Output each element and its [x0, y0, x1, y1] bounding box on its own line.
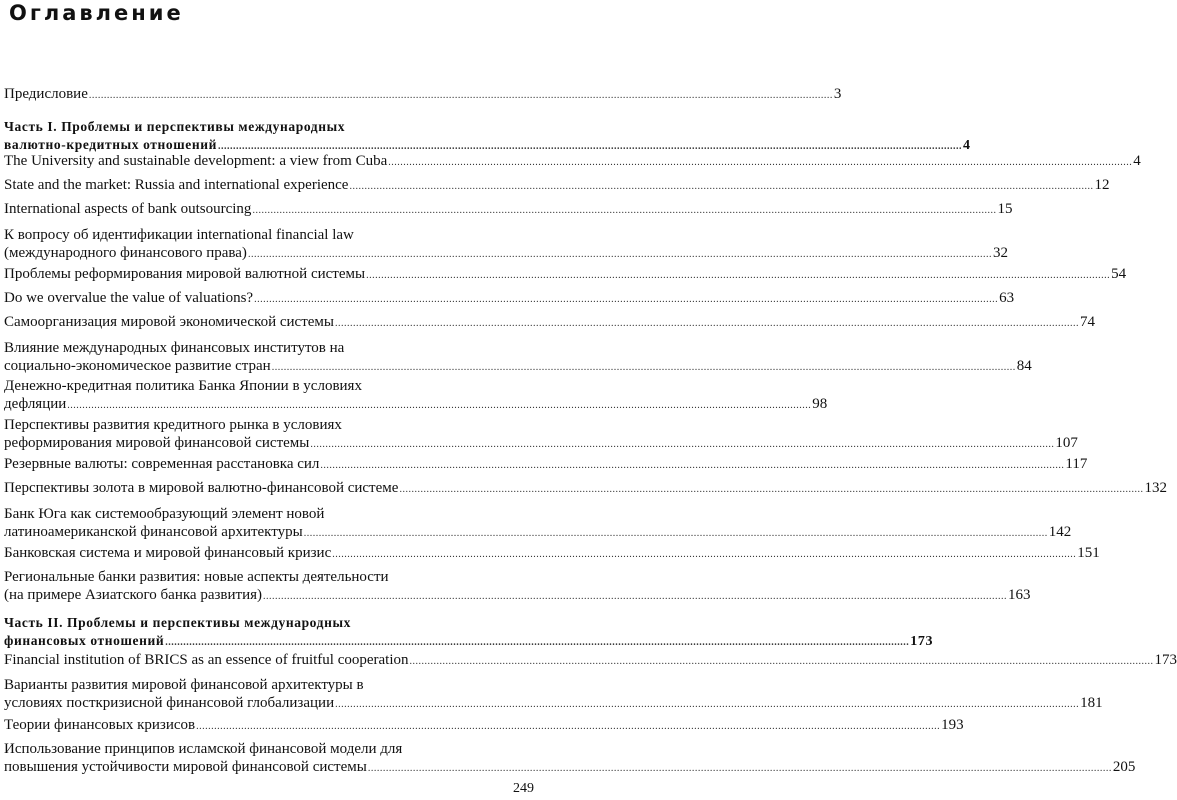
toc-entry-page: 181	[1080, 695, 1103, 711]
toc-entry[interactable]	[4, 568, 1031, 604]
page-number: 249	[513, 781, 534, 796]
dot-leader	[410, 653, 1154, 671]
toc-entry[interactable]	[4, 416, 1078, 452]
toc-entry[interactable]	[4, 200, 1013, 218]
toc-entry-title: реформирования мировой финансовой системы	[4, 435, 310, 451]
dot-leader	[67, 397, 811, 415]
dot-leader	[165, 634, 909, 652]
toc-entry-title: К вопросу об идентификации international financial law	[4, 227, 354, 243]
dot-leader	[252, 202, 996, 220]
dot-leader	[248, 246, 992, 264]
dot-leader	[335, 315, 1079, 333]
toc-entry-title: Часть I. Проблемы и перспективы международных	[4, 119, 346, 134]
page-title: Оглавление	[9, 1, 184, 25]
toc-entry-title: Do we overvalue the value of valuations?	[4, 290, 254, 306]
toc-entry-title: Денежно-кредитная политика Банка Японии в условиях	[4, 378, 362, 394]
toc-entry[interactable]	[4, 377, 828, 413]
toc-entry[interactable]	[4, 651, 1177, 669]
toc-entry-title: State and the market: Russia and international experience	[4, 177, 349, 193]
toc-entry-page: 107	[1055, 435, 1078, 451]
dot-leader	[310, 436, 1054, 454]
toc-entry-title: социально-экономическое развитие стран	[4, 358, 271, 374]
toc-entry-title: Резервные валюты: современная расстановка сил	[4, 456, 320, 472]
toc-entry-page: 173	[910, 634, 934, 649]
toc-entry-title: Перспективы развития кредитного рынка в условиях	[4, 417, 342, 433]
toc-entry[interactable]	[4, 479, 1167, 497]
toc-entry-title: (международного финансового права)	[4, 245, 247, 261]
toc-entry-title: латиноамериканской финансовой архитектуры	[4, 524, 303, 540]
dot-leader	[335, 696, 1079, 714]
toc-entry[interactable]	[4, 265, 1127, 283]
toc-entry-page: 4	[962, 138, 971, 153]
toc-entry-title: (на примере Азиатского банка развития)	[4, 587, 263, 603]
dot-leader	[349, 178, 1093, 196]
toc-entry[interactable]	[4, 226, 1008, 262]
toc-entry[interactable]	[4, 505, 1072, 541]
dot-leader	[272, 359, 1016, 377]
toc-part-heading[interactable]	[4, 118, 971, 154]
dot-leader	[304, 525, 1048, 543]
dot-leader	[89, 87, 833, 105]
toc-entry[interactable]	[4, 176, 1110, 194]
toc-entry[interactable]	[4, 544, 1100, 562]
dot-leader	[320, 457, 1064, 475]
toc-entry-title: Влияние международных финансовых институтов на	[4, 340, 345, 356]
toc-entry-title: The University and sustainable development: a view from Cuba	[4, 153, 388, 169]
toc-entry-title: условиях посткризисной финансовой глобализации	[4, 695, 335, 711]
toc-entry[interactable]	[4, 152, 1141, 170]
dot-leader	[332, 546, 1076, 564]
toc-entry-page: 32	[992, 245, 1008, 261]
toc-entry-title: Банковская система и мировой финансовый кризис	[4, 545, 332, 561]
toc-entry-title: финансовых отношений	[4, 633, 165, 648]
toc-entry-page: 151	[1077, 545, 1100, 561]
toc-entry[interactable]	[4, 339, 1032, 375]
toc-entry-page: 3	[833, 86, 842, 102]
toc-entry-page: 84	[1016, 358, 1032, 374]
toc-entry-page: 193	[941, 717, 964, 733]
toc-entry-title: Самоорганизация мировой экономической системы	[4, 314, 334, 330]
toc-entry-page: 173	[1154, 652, 1177, 668]
toc-entry-title: дефляции	[4, 396, 67, 412]
toc-entry-title: Предисловие	[4, 86, 88, 102]
toc-entry-title: Региональные банки развития: новые аспекты деятельности	[4, 569, 389, 585]
dot-leader	[263, 588, 1007, 606]
toc-entry[interactable]	[4, 676, 1103, 712]
toc-entry-page: 163	[1008, 587, 1031, 603]
toc-entry[interactable]	[4, 85, 842, 103]
toc-entry-title: повышения устойчивости мировой финансовой системы	[4, 759, 367, 775]
toc-entry-title: валютно-кредитных отношений	[4, 137, 217, 152]
toc-entry[interactable]	[4, 455, 1088, 473]
toc-entry-page: 132	[1144, 480, 1167, 496]
toc-entry-title: Financial institution of BRICS as an essence of fruitful cooperation	[4, 652, 409, 668]
dot-leader	[368, 760, 1112, 778]
toc-entry-page: 205	[1112, 759, 1136, 775]
toc-entry-page: 15	[997, 201, 1013, 217]
toc-entry-title: Теории финансовых кризисов	[4, 717, 196, 733]
toc-entry-title: International aspects of bank outsourcing	[4, 201, 252, 217]
toc-entry-title: Проблемы реформирования мировой валютной системы	[4, 266, 366, 282]
toc-entry[interactable]	[4, 716, 964, 734]
toc-entry-page: 63	[999, 290, 1015, 306]
dot-leader	[196, 718, 940, 736]
toc-entry[interactable]	[4, 289, 1015, 307]
dot-leader	[366, 267, 1110, 285]
toc-entry-title: Банк Юга как системообразующий элемент новой	[4, 506, 325, 522]
toc-entry-page: 4	[1133, 153, 1141, 169]
toc-part-heading[interactable]	[4, 614, 934, 650]
toc-entry-page: 98	[812, 396, 828, 412]
toc-entry-page: 74	[1079, 314, 1095, 330]
toc-entry-title: Использование принципов исламской финансовой модели для	[4, 741, 403, 757]
toc-entry-page: 12	[1094, 177, 1110, 193]
toc-entry-page: 54	[1111, 266, 1127, 282]
dot-leader	[254, 291, 998, 309]
toc-entry[interactable]	[4, 740, 1136, 776]
toc-entry-title: Часть II. Проблемы и перспективы международных	[4, 615, 351, 630]
toc-entry-page: 142	[1048, 524, 1072, 540]
toc-entry-title: Перспективы золота в мировой валютно-финансовой системе	[4, 480, 399, 496]
dot-leader	[388, 154, 1132, 172]
toc-entry-page: 117	[1065, 456, 1088, 472]
dot-leader	[399, 481, 1143, 499]
toc-entry[interactable]	[4, 313, 1095, 331]
toc-entry-title: Варианты развития мировой финансовой архитектуры в	[4, 677, 364, 693]
